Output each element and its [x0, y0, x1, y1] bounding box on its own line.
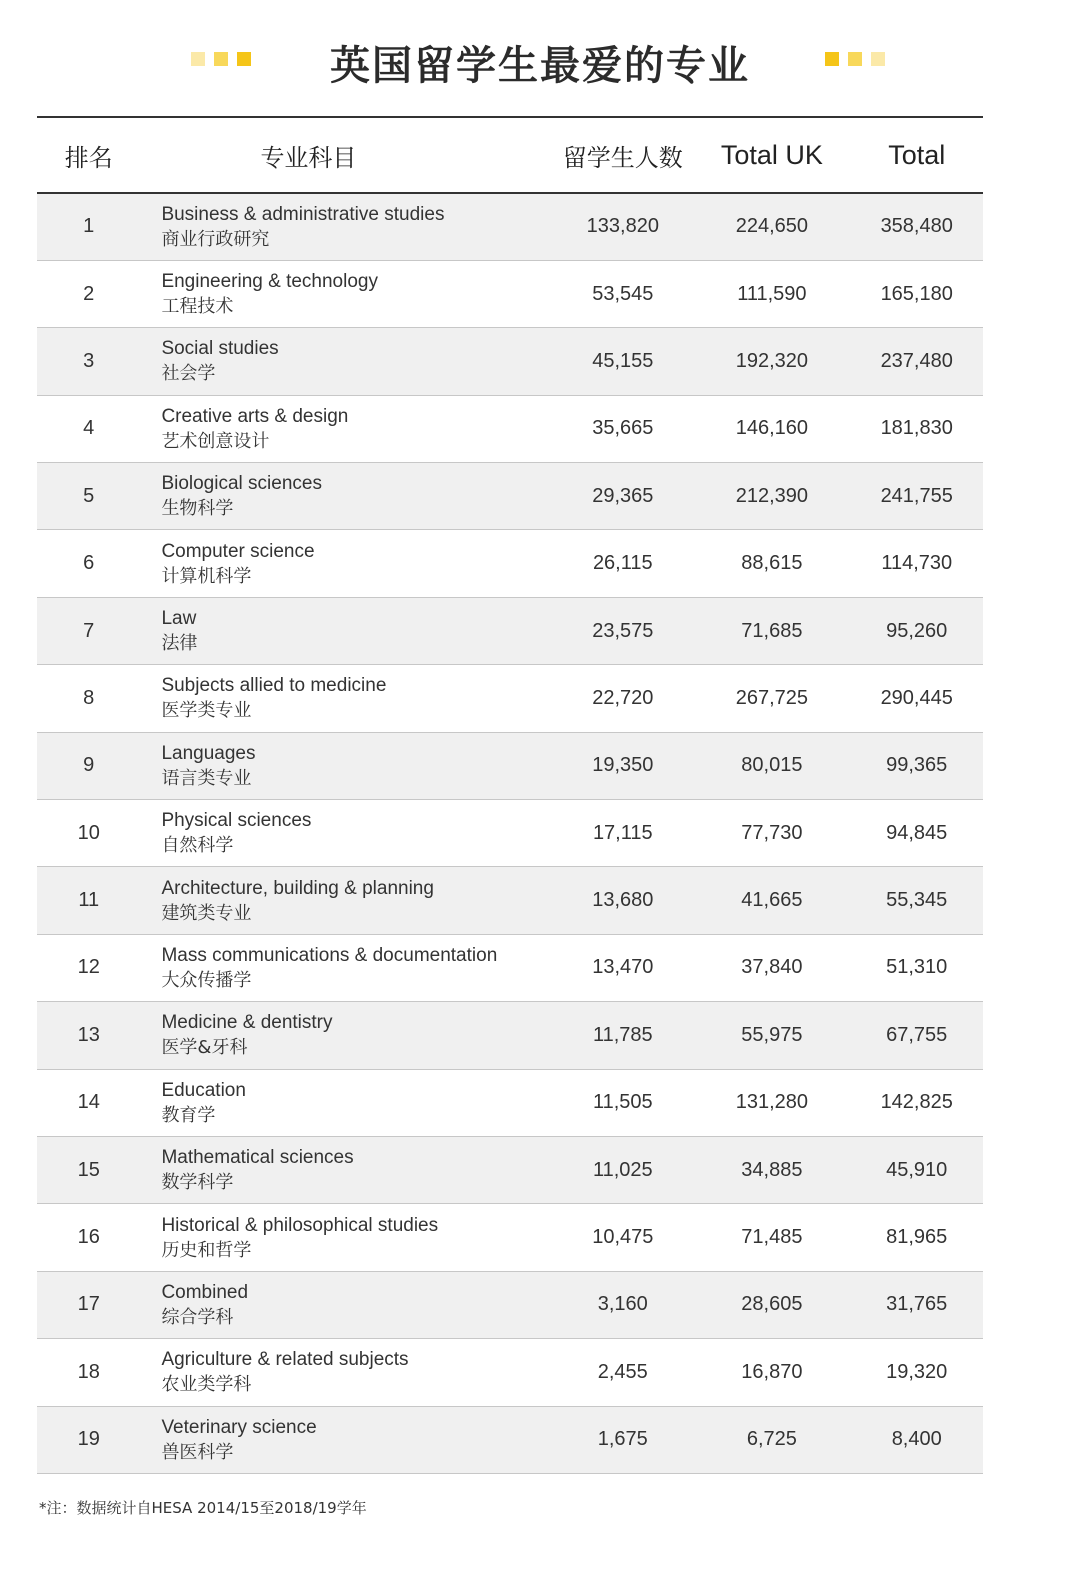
rank-cell: 8 — [83, 686, 95, 709]
rank-cell: 16 — [77, 1226, 100, 1249]
subject-chinese: 兽医科学 — [161, 1441, 234, 1463]
subject-cell — [140, 800, 552, 867]
total-cell: 241,755 — [880, 484, 953, 507]
total-uk-cell: 28,605 — [741, 1293, 803, 1316]
intl-students-cell: 13,470 — [592, 956, 654, 979]
subject-english: Business & administrative studies — [161, 203, 445, 225]
rank-cell: 19 — [77, 1428, 100, 1451]
subject-chinese: 计算机科学 — [161, 565, 252, 587]
rank-cell: 17 — [77, 1293, 100, 1316]
subject-cell — [140, 1271, 552, 1338]
intl-students-cell: 3,160 — [597, 1293, 648, 1316]
subject-english: Veterinary science — [161, 1416, 317, 1438]
subject-cell — [140, 1069, 552, 1136]
header-intl-students: 留学生人数 — [562, 143, 683, 172]
table-row — [37, 1002, 983, 1069]
intl-students-cell: 10,475 — [592, 1226, 654, 1249]
rank-cell: 7 — [83, 619, 95, 642]
subject-cell — [140, 597, 552, 664]
rank-cell: 12 — [77, 956, 100, 979]
table-row — [37, 1271, 983, 1338]
intl-students-cell: 1,675 — [597, 1428, 648, 1451]
intl-students-cell: 22,720 — [592, 686, 654, 709]
table-row — [37, 463, 983, 530]
subject-chinese: 历史和哲学 — [161, 1239, 252, 1261]
intl-students-cell: 13,680 — [592, 889, 654, 912]
total-cell: 358,480 — [880, 215, 953, 238]
subject-english: Combined — [161, 1281, 249, 1303]
table-row — [37, 193, 983, 260]
subject-cell — [140, 1002, 552, 1069]
subject-english: Mathematical sciences — [161, 1147, 354, 1169]
total-uk-cell: 37,840 — [741, 956, 803, 979]
intl-students-cell: 133,820 — [586, 215, 659, 238]
decor-square — [848, 52, 862, 66]
table-row — [37, 530, 983, 597]
total-cell: 95,260 — [886, 619, 948, 642]
table-row — [37, 732, 983, 799]
total-cell: 165,180 — [880, 282, 953, 305]
table-body — [37, 193, 983, 1473]
subject-chinese: 医学类专业 — [161, 700, 252, 722]
decor-squares-right — [825, 52, 885, 66]
subject-english: Architecture, building & planning — [161, 877, 434, 899]
total-uk-cell: 146,160 — [735, 417, 809, 440]
subject-cell — [140, 1204, 552, 1271]
subject-cell — [140, 260, 552, 327]
total-uk-cell: 80,015 — [741, 754, 803, 777]
total-cell: 8,400 — [891, 1428, 942, 1451]
header-rank: 排名 — [64, 143, 113, 172]
page-title: 英国留学生最爱的专业 — [330, 43, 750, 89]
subject-english: Biological sciences — [161, 473, 322, 495]
rank-cell: 2 — [83, 282, 95, 305]
total-cell: 31,765 — [886, 1293, 948, 1316]
total-cell: 19,320 — [886, 1360, 948, 1383]
table-header — [37, 117, 983, 193]
intl-students-cell: 2,455 — [597, 1360, 648, 1383]
total-uk-cell: 34,885 — [741, 1158, 803, 1181]
total-cell: 81,965 — [886, 1226, 948, 1249]
table-row — [37, 328, 983, 395]
total-uk-cell: 6,725 — [746, 1428, 797, 1451]
subjects-table — [37, 116, 983, 1474]
subject-english: Education — [161, 1079, 246, 1101]
subject-cell — [140, 1136, 552, 1203]
rank-cell: 3 — [83, 349, 95, 372]
intl-students-cell: 19,350 — [592, 754, 654, 777]
subject-chinese: 医学&牙科 — [161, 1037, 248, 1059]
subject-english: Creative arts & design — [161, 405, 349, 427]
intl-students-cell: 11,025 — [592, 1158, 653, 1181]
subject-chinese: 法律 — [161, 633, 198, 655]
table-row — [37, 934, 983, 1001]
intl-students-cell: 23,575 — [592, 619, 654, 642]
total-uk-cell: 71,485 — [741, 1226, 803, 1249]
subject-cell — [140, 395, 552, 462]
subject-cell — [140, 934, 552, 1001]
table-row — [37, 1136, 983, 1203]
subject-english: Law — [161, 608, 197, 630]
total-cell: 51,310 — [886, 956, 948, 979]
subject-cell — [140, 328, 552, 395]
intl-students-cell: 29,365 — [592, 484, 654, 507]
subject-cell — [140, 530, 552, 597]
total-cell: 181,830 — [880, 417, 953, 440]
subject-english: Languages — [161, 742, 256, 764]
subject-cell — [140, 867, 552, 934]
intl-students-cell: 53,545 — [592, 282, 654, 305]
total-cell: 94,845 — [886, 821, 948, 844]
total-uk-cell: 267,725 — [735, 686, 809, 709]
total-cell: 45,910 — [886, 1158, 948, 1181]
intl-students-cell: 11,785 — [592, 1023, 653, 1046]
total-cell: 99,365 — [886, 754, 948, 777]
subject-chinese: 工程技术 — [161, 296, 234, 318]
rank-cell: 5 — [83, 484, 95, 507]
subject-chinese: 商业行政研究 — [161, 228, 270, 250]
total-uk-cell: 88,615 — [741, 552, 803, 575]
total-cell: 237,480 — [880, 349, 953, 372]
header-subject: 专业科目 — [260, 143, 357, 172]
subject-english: Historical & philosophical studies — [161, 1214, 439, 1236]
total-cell: 290,445 — [880, 686, 953, 709]
subject-chinese: 生物科学 — [161, 498, 234, 520]
subject-chinese: 语言类专业 — [161, 767, 252, 789]
total-cell: 142,825 — [880, 1091, 953, 1114]
rank-cell: 10 — [77, 821, 100, 844]
total-uk-cell: 16,870 — [741, 1360, 803, 1383]
total-uk-cell: 71,685 — [741, 619, 803, 642]
subject-chinese: 教育学 — [161, 1104, 216, 1126]
rank-cell: 18 — [77, 1360, 100, 1383]
intl-students-cell: 26,115 — [592, 552, 653, 575]
subject-cell — [140, 665, 552, 732]
total-uk-cell: 192,320 — [735, 349, 809, 372]
subject-english: Agriculture & related subjects — [161, 1349, 409, 1371]
rank-cell: 14 — [77, 1091, 100, 1114]
subject-chinese: 大众传播学 — [161, 969, 252, 991]
table-row — [37, 395, 983, 462]
rank-cell: 13 — [77, 1023, 100, 1046]
subject-cell — [140, 1339, 552, 1406]
subject-chinese: 数学科学 — [161, 1172, 234, 1194]
header-total-uk: Total UK — [720, 139, 823, 170]
table-row — [37, 1339, 983, 1406]
total-uk-cell: 41,665 — [741, 889, 803, 912]
total-uk-cell: 77,730 — [741, 821, 803, 844]
table-row — [37, 1204, 983, 1271]
decor-square — [871, 52, 885, 66]
intl-students-cell: 35,665 — [592, 417, 654, 440]
subject-english: Engineering & technology — [161, 271, 378, 293]
subject-chinese: 自然科学 — [161, 835, 234, 857]
title-banner — [0, 30, 1080, 90]
total-cell: 67,755 — [886, 1023, 948, 1046]
table-row — [37, 1406, 983, 1473]
rank-cell: 15 — [77, 1158, 100, 1181]
subject-english: Computer science — [161, 540, 315, 562]
subject-chinese: 建筑类专业 — [161, 902, 252, 924]
rank-cell: 11 — [78, 889, 100, 912]
subject-english: Medicine & dentistry — [161, 1012, 333, 1034]
subject-chinese: 社会学 — [161, 363, 216, 385]
subject-english: Mass communications & documentation — [161, 944, 498, 966]
subject-english: Physical sciences — [161, 810, 312, 832]
table-row — [37, 260, 983, 327]
footnote: *注：数据统计自HESA 2014/15至2018/19学年 — [39, 1499, 367, 1517]
table-row — [37, 665, 983, 732]
subject-cell — [140, 732, 552, 799]
subject-english: Subjects allied to medicine — [161, 675, 387, 697]
total-uk-cell: 224,650 — [735, 215, 809, 238]
total-cell: 55,345 — [886, 889, 948, 912]
table-row — [37, 597, 983, 664]
header-total: Total — [888, 139, 946, 170]
total-cell: 114,730 — [881, 552, 953, 575]
total-uk-cell: 212,390 — [735, 484, 809, 507]
subject-chinese: 综合学科 — [161, 1306, 234, 1328]
rank-cell: 6 — [83, 552, 95, 575]
subject-chinese: 农业类学科 — [161, 1374, 252, 1396]
decor-square — [825, 52, 839, 66]
subject-chinese: 艺术创意设计 — [161, 430, 270, 452]
table-row — [37, 867, 983, 934]
table-row — [37, 800, 983, 867]
total-uk-cell: 111,590 — [737, 282, 807, 305]
intl-students-cell: 17,115 — [592, 821, 653, 844]
rank-cell: 1 — [83, 215, 95, 238]
intl-students-cell: 11,505 — [592, 1091, 653, 1114]
intl-students-cell: 45,155 — [592, 349, 654, 372]
header-row — [37, 117, 983, 193]
subject-english: Social studies — [161, 338, 279, 360]
subject-cell — [140, 193, 552, 260]
rank-cell: 4 — [83, 417, 95, 440]
subject-cell — [140, 1406, 552, 1473]
total-uk-cell: 131,280 — [735, 1091, 809, 1114]
table-row — [37, 1069, 983, 1136]
rank-cell: 9 — [83, 754, 95, 777]
total-uk-cell: 55,975 — [741, 1023, 803, 1046]
subject-cell — [140, 463, 552, 530]
